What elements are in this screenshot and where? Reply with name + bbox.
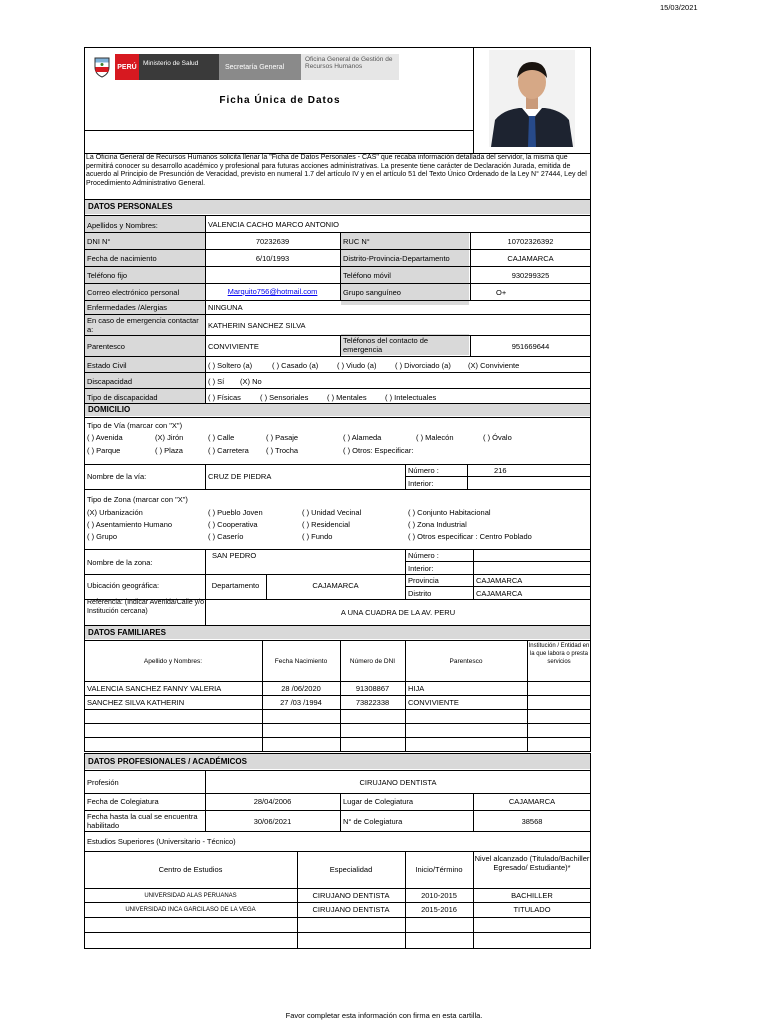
via-malecon[interactable]: ( ) Malecón bbox=[416, 433, 454, 442]
profesional-section-title: DATOS PROFESIONALES / ACADÉMICOS bbox=[85, 754, 590, 769]
profesion-label: Profesión bbox=[87, 778, 119, 787]
fam-header-fecha: Fecha Nacimiento bbox=[274, 658, 328, 665]
fam-header-dni: Número de DNI bbox=[349, 658, 396, 665]
colegiatura-lugar-value[interactable]: CAJAMARCA bbox=[508, 797, 556, 806]
via-title: Tipo de Vía (marcar con "X") bbox=[87, 421, 183, 430]
zona-nombre-label: Nombre de la zona: bbox=[87, 558, 153, 567]
zona-urbanizacion[interactable]: (X) Urbanización bbox=[87, 508, 143, 517]
fam-row-1-parentesco[interactable]: HIJA bbox=[408, 684, 425, 693]
via-trocha[interactable]: ( ) Trocha bbox=[266, 446, 299, 455]
provincia-label: Provincia bbox=[408, 576, 439, 585]
emergencia-value[interactable]: KATHERIN SANCHEZ SILVA bbox=[208, 321, 306, 330]
referencia-label: Referencia: (Indicar Avenida/Calle y/o Institución cercana) bbox=[87, 599, 204, 615]
ruc-value[interactable]: 10702326392 bbox=[507, 237, 554, 246]
dni-label: DNI N° bbox=[87, 237, 111, 246]
apellidos-value[interactable]: VALENCIA CACHO MARCO ANTONIO bbox=[208, 220, 339, 229]
discapacidad-no[interactable]: (X) No bbox=[240, 377, 262, 386]
via-alameda[interactable]: ( ) Alameda bbox=[343, 433, 382, 442]
intro-text: La Oficina General de Recursos Humanos solicita llenar la "Ficha de Datos Personales - CAS" que recaba información detallada del servidor, la misma que permitirá conocer su desarrollo académico y profesional para futuras acciones administrativas. La presente tiene carácter de Declaración Jurada, emitida de acuerdo al Principio de Presunción de Veracidad, previsto en numeral 1.7 del artículo IV y en el artículo 51 del Texto Único Ordenado de la Ley N° 27444, Ley del Procedimiento Administrativo General. bbox=[86, 154, 587, 187]
enfermedades-value[interactable]: NINGUNA bbox=[208, 303, 243, 312]
familiares-section-title: DATOS FAMILIARES bbox=[85, 626, 590, 639]
zona-conjunto[interactable]: ( ) Conjunto Habitacional bbox=[408, 508, 491, 517]
zona-otros[interactable]: ( ) Otros especificar : Centro Poblado bbox=[408, 532, 532, 541]
zona-asentamiento[interactable]: ( ) Asentamiento Humano bbox=[87, 520, 173, 529]
tipo-disc-label: Tipo de discapacidad bbox=[87, 393, 158, 402]
civil-option-4[interactable]: ( ) Divorciado (a) bbox=[395, 361, 451, 370]
civil-option-3[interactable]: ( ) Viudo (a) bbox=[337, 361, 377, 370]
movil-label: Teléfono móvil bbox=[343, 271, 391, 280]
via-plaza[interactable]: ( ) Plaza bbox=[155, 446, 183, 455]
profile-photo bbox=[489, 50, 575, 147]
footer-note: Favor completar esta información con firma en esta cartilla. bbox=[285, 1011, 483, 1020]
via-avenida[interactable]: ( ) Avenida bbox=[87, 433, 123, 442]
zona-pueblo-joven[interactable]: ( ) Pueblo Joven bbox=[208, 508, 263, 517]
nacimiento-value[interactable]: 6/10/1993 bbox=[255, 254, 290, 263]
ubicacion-label: Ubicación geográfica: bbox=[87, 581, 160, 590]
departamento-value[interactable]: CAJAMARCA bbox=[312, 581, 359, 590]
zona-residencial[interactable]: ( ) Residencial bbox=[302, 520, 350, 529]
colegiatura-num-label: N° de Colegiatura bbox=[343, 817, 403, 826]
est-header-inicio: Inicio/Término bbox=[415, 865, 463, 874]
personal-section-title: DATOS PERSONALES bbox=[85, 200, 590, 214]
fam-row-2-fecha[interactable]: 27 /03 /1994 bbox=[280, 698, 322, 707]
tipo-disc-option-3[interactable]: ( ) Mentales bbox=[327, 393, 367, 402]
discapacidad-si[interactable]: ( ) Sí bbox=[208, 377, 225, 386]
habilitado-value[interactable]: 30/06/2021 bbox=[253, 817, 292, 826]
numero-value[interactable]: 216 bbox=[494, 466, 507, 475]
fam-header-nombres: Apellido y Nombres: bbox=[143, 658, 203, 665]
sangre-label: Grupo sanguíneo bbox=[343, 288, 401, 297]
estudios-label: Estudios Superiores (Universitario - Técnico) bbox=[87, 837, 236, 846]
ruc-label: RUC N° bbox=[343, 237, 370, 246]
numero2-label: Número : bbox=[408, 551, 439, 560]
logo-secretariat: Secretaría General bbox=[219, 54, 301, 80]
numero-label: Número : bbox=[408, 466, 439, 475]
logo-country: PERÚ bbox=[115, 54, 139, 80]
est-row-2-centro[interactable]: UNIVERSIDAD INCA GARCILASO DE LA VEGA bbox=[125, 907, 256, 913]
distrito-label: Distrito-Provincia-Departamento bbox=[343, 254, 450, 263]
colegiatura-lugar-label: Lugar de Colegiatura bbox=[343, 797, 414, 806]
fam-header-institucion: Institución / Entidad en la que labora o presta servicios bbox=[528, 643, 590, 665]
est-row-2-especialidad[interactable]: CIRUJANO DENTISTA bbox=[312, 905, 390, 914]
sangre-value[interactable]: O+ bbox=[496, 288, 507, 297]
colegiatura-num-value[interactable]: 38568 bbox=[521, 817, 543, 826]
parentesco-value[interactable]: CONVIVIENTE bbox=[208, 342, 259, 351]
provincia-value[interactable]: CAJAMARCA bbox=[476, 576, 523, 585]
fam-row-1-fecha[interactable]: 28 /06/2020 bbox=[281, 684, 321, 693]
tipo-disc-option-2[interactable]: ( ) Sensoriales bbox=[260, 393, 309, 402]
profesion-value[interactable]: CIRUJANO DENTISTA bbox=[359, 778, 437, 787]
colegiatura-fecha-label: Fecha de Colegiatura bbox=[87, 797, 159, 806]
via-nombre-label: Nombre de la vía: bbox=[87, 472, 147, 481]
enfermedades-label: Enfermedades /Alergias bbox=[87, 303, 168, 312]
nacimiento-label: Fecha de nacimiento bbox=[87, 254, 157, 263]
zona-fundo[interactable]: ( ) Fundo bbox=[302, 532, 333, 541]
via-nombre-value[interactable]: CRUZ DE PIEDRA bbox=[208, 472, 272, 481]
est-row-1-inicio[interactable]: 2010-2015 bbox=[421, 891, 457, 900]
civil-label: Estado Civil bbox=[87, 361, 127, 370]
departamento-label: Departamento bbox=[211, 581, 260, 590]
interior2-label: Interior: bbox=[408, 564, 434, 573]
tipo-disc-option-4[interactable]: ( ) Intelectuales bbox=[385, 393, 437, 402]
zona-unidad-vecinal[interactable]: ( ) Unidad Vecinal bbox=[302, 508, 362, 517]
domicilio-section-title: DOMICILIO bbox=[85, 404, 590, 416]
distrito-dom-label: Distrito bbox=[408, 589, 432, 598]
civil-option-5[interactable]: (X) Conviviente bbox=[468, 361, 520, 370]
apellidos-label: Apellidos y Nombres: bbox=[87, 221, 158, 230]
fam-row-1-dni[interactable]: 91308867 bbox=[355, 684, 390, 693]
coat-of-arms-icon bbox=[89, 54, 115, 80]
referencia-value[interactable]: A UNA CUADRA DE LA AV. PERU bbox=[340, 608, 456, 617]
via-parque[interactable]: ( ) Parque bbox=[87, 446, 121, 455]
ministry-logo bbox=[89, 54, 411, 80]
via-pasaje[interactable]: ( ) Pasaje bbox=[266, 433, 299, 442]
correo-label: Correo electrónico personal bbox=[87, 288, 180, 297]
via-otros[interactable]: ( ) Otros: Especificar: bbox=[343, 446, 414, 455]
habilitado-label: Fecha hasta la cual se encuentra habilitado bbox=[87, 812, 198, 830]
interior-label: Interior: bbox=[408, 479, 434, 488]
emergencia-label: En caso de emergencia contactar a: bbox=[87, 316, 199, 334]
logo-ministry: Ministerio de Salud bbox=[139, 54, 219, 80]
est-header-especialidad: Especialidad bbox=[329, 865, 373, 874]
via-ovalo[interactable]: ( ) Óvalo bbox=[483, 433, 512, 442]
fam-row-1-nombre[interactable]: VALENCIA SANCHEZ FANNY VALERIA bbox=[87, 684, 222, 693]
logo-office: Oficina General de Gestión de Recursos Humanos bbox=[301, 54, 399, 80]
distrito-value[interactable]: CAJAMARCA bbox=[507, 254, 554, 263]
parentesco-label: Parentesco bbox=[87, 342, 125, 351]
civil-option-1[interactable]: ( ) Soltero (a) bbox=[208, 361, 253, 370]
fam-row-2-nombre[interactable]: SANCHEZ SILVA KATHERIN bbox=[87, 698, 185, 707]
est-header-nivel: Nivel alcanzado (Titulado/Bachiller Egresado/ Estudiante)* bbox=[474, 854, 590, 872]
telefono-label: Teléfono fijo bbox=[87, 271, 128, 280]
est-row-2-inicio[interactable]: 2015-2016 bbox=[421, 905, 457, 914]
distrito-dom-value[interactable]: CAJAMARCA bbox=[476, 589, 523, 598]
colegiatura-fecha-value[interactable]: 28/04/2006 bbox=[253, 797, 292, 806]
zona-industrial[interactable]: ( ) Zona Industrial bbox=[408, 520, 467, 529]
correo-value[interactable]: Marquito756@hotmail.com bbox=[227, 287, 318, 296]
via-jiron[interactable]: (X) Jirón bbox=[155, 433, 184, 442]
est-row-2-nivel[interactable]: TITULADO bbox=[513, 905, 551, 914]
zona-grupo[interactable]: ( ) Grupo bbox=[87, 532, 118, 541]
form-title: Ficha Única de Datos bbox=[219, 95, 341, 106]
zona-caserio[interactable]: ( ) Caserío bbox=[208, 532, 244, 541]
zona-cooperativa[interactable]: ( ) Cooperativa bbox=[208, 520, 258, 529]
est-row-1-especialidad[interactable]: CIRUJANO DENTISTA bbox=[312, 891, 390, 900]
civil-option-2[interactable]: ( ) Casado (a) bbox=[272, 361, 319, 370]
est-row-1-centro[interactable]: UNIVERSIDAD ALAS PERUANAS bbox=[144, 893, 237, 899]
fam-header-parentesco: Parentesco bbox=[449, 658, 483, 665]
print-date: 15/03/2021 bbox=[660, 3, 698, 12]
zona-title: Tipo de Zona (marcar con "X") bbox=[87, 495, 188, 504]
discapacidad-label: Discapacidad bbox=[87, 377, 133, 386]
fam-row-2-dni[interactable]: 73822338 bbox=[355, 698, 390, 707]
zona-nombre-value[interactable]: SAN PEDRO bbox=[212, 551, 257, 560]
est-row-1-nivel[interactable]: BACHILLER bbox=[511, 891, 553, 900]
est-header-centro: Centro de Estudios bbox=[158, 865, 223, 874]
fam-row-2-parentesco[interactable]: CONVIVIENTE bbox=[408, 698, 459, 707]
dni-value[interactable]: 70232639 bbox=[255, 237, 290, 246]
tel-contacto-label: Teléfonos del contacto de emergencia bbox=[343, 336, 429, 354]
movil-value[interactable]: 930299325 bbox=[511, 271, 550, 280]
via-carretera[interactable]: ( ) Carretera bbox=[208, 446, 249, 455]
tipo-disc-option-1[interactable]: ( ) Físicas bbox=[208, 393, 241, 402]
via-calle[interactable]: ( ) Calle bbox=[208, 433, 235, 442]
tel-contacto-value[interactable]: 951669644 bbox=[511, 342, 550, 351]
